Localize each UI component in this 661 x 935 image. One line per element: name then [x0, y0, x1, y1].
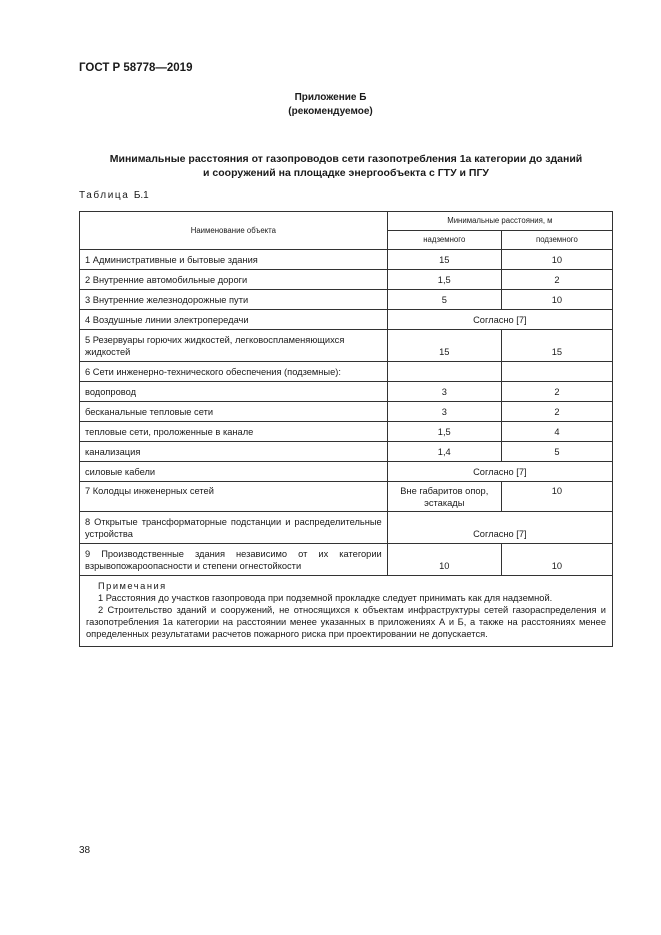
- row-under-value: 5: [501, 442, 612, 462]
- table-row: [80, 422, 613, 442]
- row-under-value: 10: [501, 290, 612, 310]
- note-1: 1 Расстояния до участков газопровода при подземной прокладке следует принимать как для надземной.: [98, 593, 553, 603]
- row-under-value: 2: [501, 402, 612, 422]
- table-caption-number: Б.1: [133, 190, 149, 201]
- notes-title: Примечания: [98, 581, 167, 591]
- table-caption-prefix: Таблица: [79, 190, 130, 201]
- row-above-value: 15: [387, 330, 501, 362]
- row-under-value: 4: [501, 422, 612, 442]
- row-name: канализация: [80, 442, 388, 462]
- column-header-underground: подземного: [501, 231, 612, 250]
- row-name: 8 Открытые трансформаторные подстанции и распределительные устройства: [80, 512, 388, 544]
- table-row: [80, 462, 613, 482]
- table-row: [80, 310, 613, 330]
- table-row: [80, 512, 613, 544]
- row-above-value: 3: [387, 382, 501, 402]
- row-above-value: 1,5: [387, 270, 501, 290]
- table-row: [80, 290, 613, 310]
- row-merged-value: Согласно [7]: [387, 462, 612, 482]
- table-row: [80, 330, 613, 362]
- column-header-min-distance: Минимальные расстояния, м: [387, 212, 612, 231]
- page-number: 38: [79, 845, 91, 856]
- row-above-value: 3: [387, 402, 501, 422]
- row-under-value: 10: [501, 482, 612, 512]
- row-under-value: 10: [501, 250, 612, 270]
- table-row: [80, 402, 613, 422]
- document-code: ГОСТ Р 58778—2019: [79, 62, 193, 74]
- distance-table: [79, 211, 613, 647]
- row-name: водопровод: [80, 382, 388, 402]
- row-above-value: Вне габаритов опор, эстакады: [387, 482, 501, 512]
- row-above-value: [387, 362, 501, 382]
- row-above-value: 10: [387, 544, 501, 576]
- table-row: [80, 442, 613, 462]
- section-heading: [79, 152, 613, 180]
- row-under-value: 10: [501, 544, 612, 576]
- table-row: [80, 270, 613, 290]
- note-2: 2 Строительство зданий и сооружений, не относящихся к объектам инфраструктуры сетей газораспределения и газопотребления 1а категории на расстоянии менее указанных в приложениях А и Б, а также на расстояниях менее определенных результатами расчетов пожарного риска при проектировании не допускается.: [86, 605, 606, 639]
- row-above-value: 1,5: [387, 422, 501, 442]
- row-merged-value: Согласно [7]: [387, 310, 612, 330]
- table-notes: [80, 576, 613, 647]
- row-under-value: 2: [501, 382, 612, 402]
- column-header-above-ground: надземного: [387, 231, 501, 250]
- column-header-object-name: Наименование объекта: [80, 212, 388, 250]
- table-row: [80, 250, 613, 270]
- row-under-value: 15: [501, 330, 612, 362]
- row-above-value: 1,4: [387, 442, 501, 462]
- table-row: [80, 382, 613, 402]
- row-under-value: [501, 362, 612, 382]
- row-name: 3 Внутренние железнодорожные пути: [80, 290, 388, 310]
- row-name: 5 Резервуары горючих жидкостей, легковоспламеняющихся жидкостей: [80, 330, 388, 362]
- row-name: тепловые сети, проложенные в канале: [80, 422, 388, 442]
- notes-row: [80, 576, 613, 647]
- appendix-subtitle: (рекомендуемое): [288, 106, 373, 117]
- row-merged-value: Согласно [7]: [387, 512, 612, 544]
- row-name: 1 Административные и бытовые здания: [80, 250, 388, 270]
- row-name: бесканальные тепловые сети: [80, 402, 388, 422]
- heading-line-2: и сооружений на площадке энергообъекта с ГТУ и ПГУ: [203, 167, 489, 179]
- heading-line-1: Минимальные расстояния от газопроводов сети газопотребления 1а категории до зданий: [109, 153, 583, 165]
- row-name: 7 Колодцы инженерных сетей: [80, 482, 388, 512]
- row-name: 2 Внутренние автомобильные дороги: [80, 270, 388, 290]
- appendix-heading: [0, 91, 661, 119]
- appendix-title: Приложение Б: [294, 92, 367, 103]
- table-row: [80, 544, 613, 576]
- row-name: 9 Производственные здания независимо от их категории взрывопожароопасности и степени огнестойкости: [80, 544, 388, 576]
- row-above-value: 15: [387, 250, 501, 270]
- table-row: [80, 482, 613, 512]
- row-under-value: 2: [501, 270, 612, 290]
- row-name: 6 Сети инженерно-технического обеспечения (подземные):: [80, 362, 388, 382]
- row-name: 4 Воздушные линии электропередачи: [80, 310, 388, 330]
- row-above-value: 5: [387, 290, 501, 310]
- row-name: силовые кабели: [80, 462, 388, 482]
- table-caption: [79, 190, 149, 201]
- table-row: [80, 362, 613, 382]
